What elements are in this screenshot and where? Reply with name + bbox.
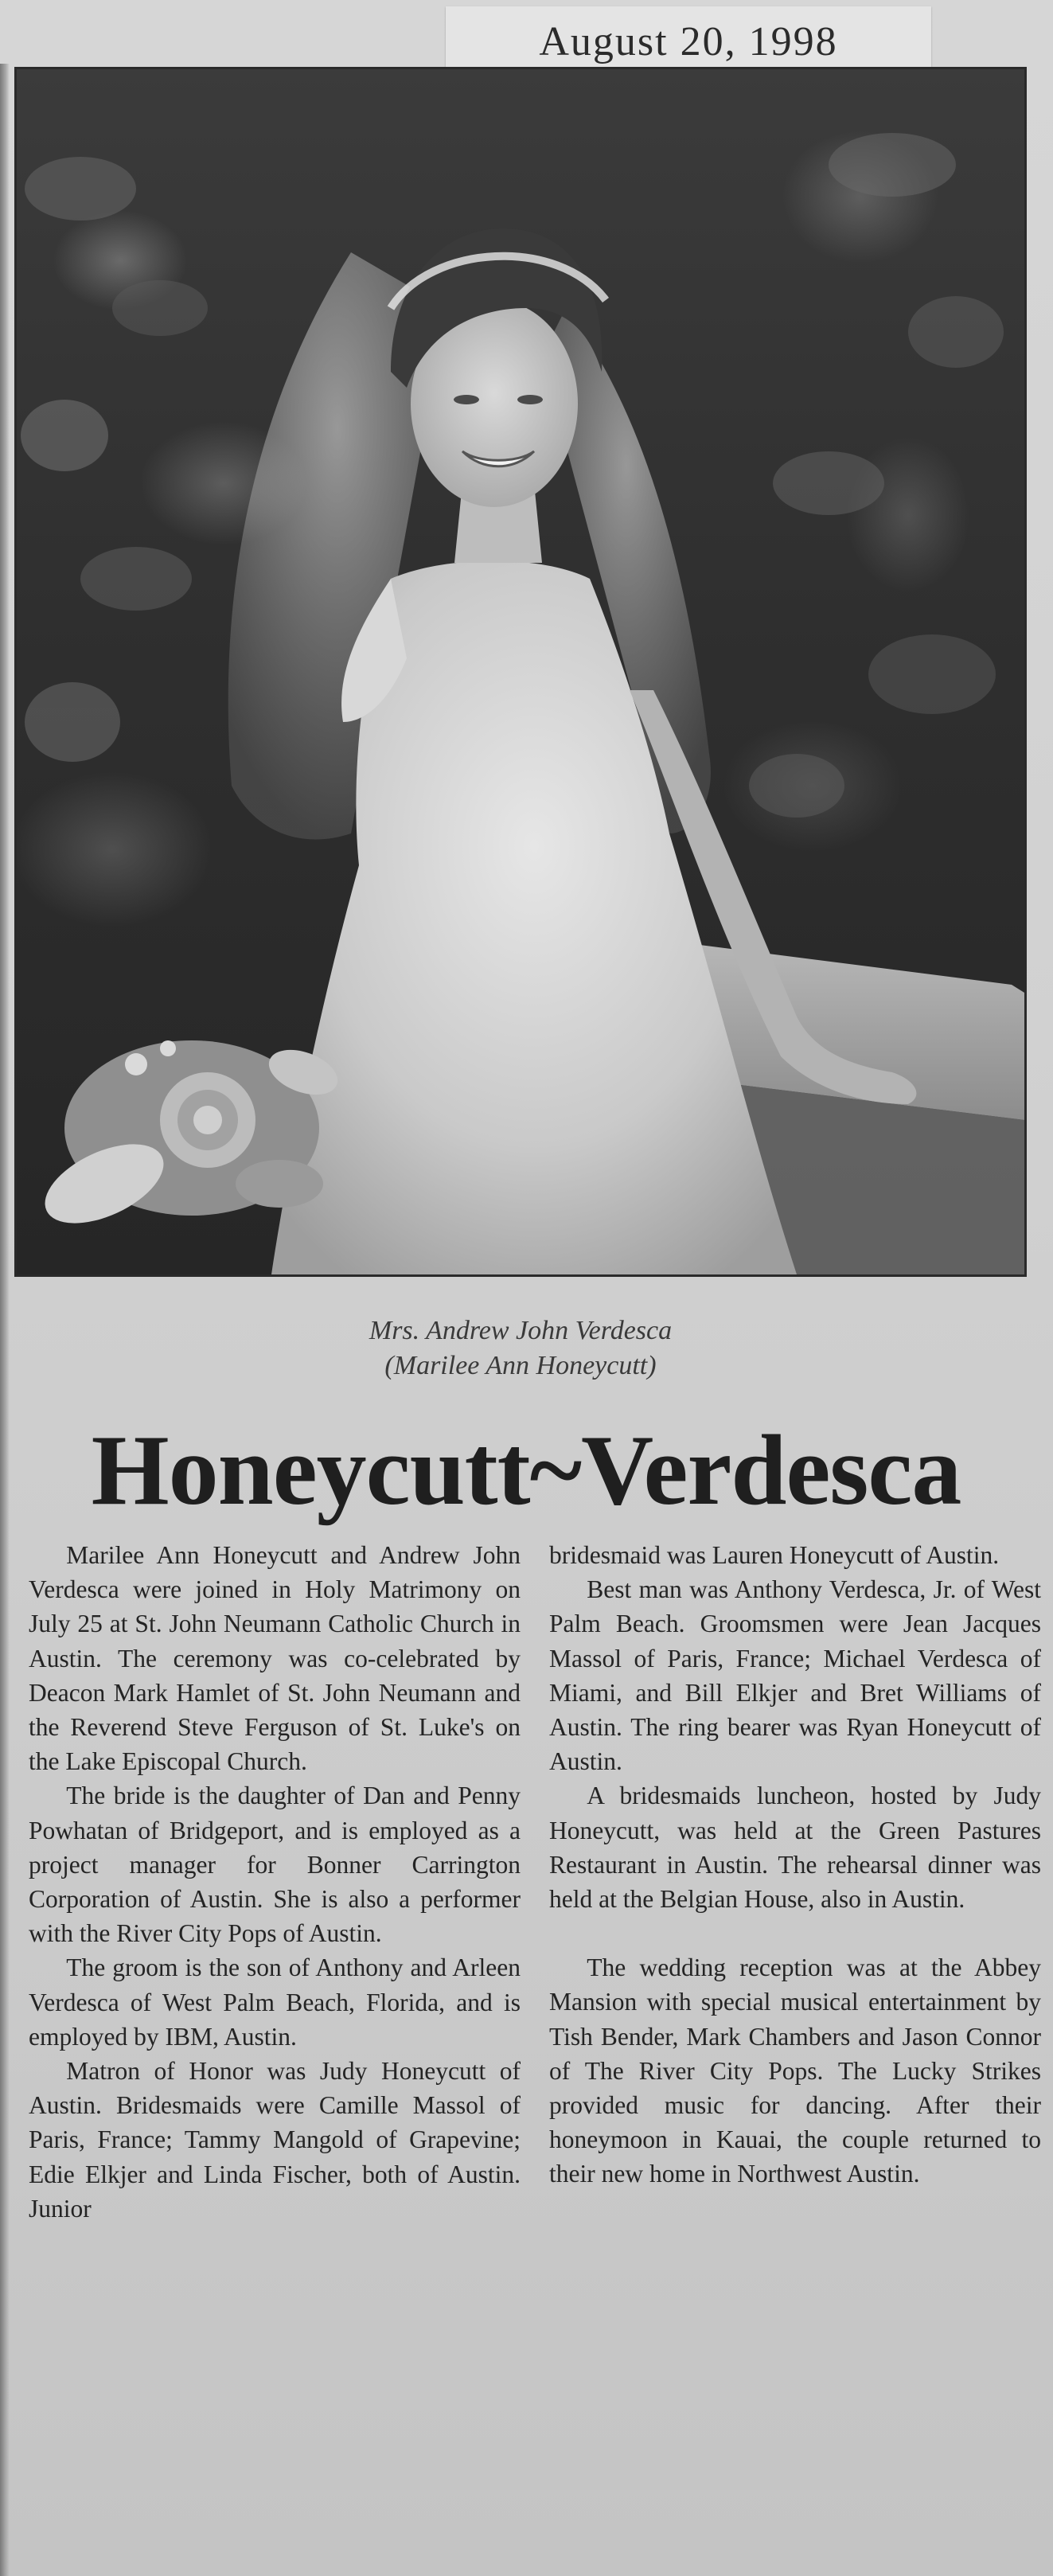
paragraph: Best man was Anthony Verdesca, Jr. of West Palm Beach. Groomsmen were Jean Jacques Massol of Paris, France; Michael Verdesca of Miami, and Bill Elkjer and Bret Williams of Austin. The ring bearer was Ryan Honeycutt of Austin. [549, 1575, 1041, 1776]
bride-photo [14, 67, 1027, 1277]
article-column-left [29, 1538, 521, 2226]
paragraph: The wedding reception was at the Abbey Mansion with special musical entertainment by Tish Bender, Mark Chambers and Jason Connor of The River City Pops. The Lucky Strikes provided music for dancing. After their honeymoon in Kauai, the couple returned to their new home in Northwest Austin. [549, 1953, 1041, 2188]
paragraph: Marilee Ann Honeycutt and Andrew John Verdesca were joined in Holy Matrimony on July 25 at St. John Neumann Catholic Church in Austin. The ceremony was co-celebrated by Deacon Mark Hamlet of St. John Neumann and the Reverend Steve Ferguson of St. Luke's on the Lake Episcopal Church. [29, 1541, 521, 1776]
paragraph: bridesmaid was Lauren Honeycutt of Austin. [549, 1541, 1000, 1569]
photo-caption [14, 1313, 1027, 1384]
caption-line-1: Mrs. Andrew John Verdesca [369, 1316, 673, 1345]
paragraph: A bridesmaids luncheon, hosted by Judy Honeycutt, was held at the Green Pastures Restaurant in Austin. The rehearsal dinner was held at the Belgian House, also in Austin. [549, 1782, 1041, 1914]
date-label: August 20, 1998 [446, 6, 931, 76]
paragraph: The groom is the son of Anthony and Arleen Verdesca of West Palm Beach, Florida, and is employed by IBM, Austin. [29, 1953, 521, 2051]
article-headline: Honeycutt~Verdesca [91, 1415, 961, 1526]
paragraph: Matron of Honor was Judy Honeycutt of Austin. Bridesmaids were Camille Massol of Paris, France; Tammy Mangold of Grapevine; Edie Elkjer and Linda Fischer, both of Austin. Junior [29, 2057, 521, 2223]
article-column-right [549, 1538, 1041, 2192]
caption-line-2: (Marilee Ann Honeycutt) [384, 1351, 657, 1380]
bride-illustration [17, 69, 1024, 1274]
paragraph: The bride is the daughter of Dan and Penny Powhatan of Bridgeport, and is employed as a project manager for Bonner Carrington Corporation of Austin. She is also a performer with the River City Pops of Austin. [29, 1782, 521, 1948]
page-edge-shadow [0, 64, 10, 2576]
